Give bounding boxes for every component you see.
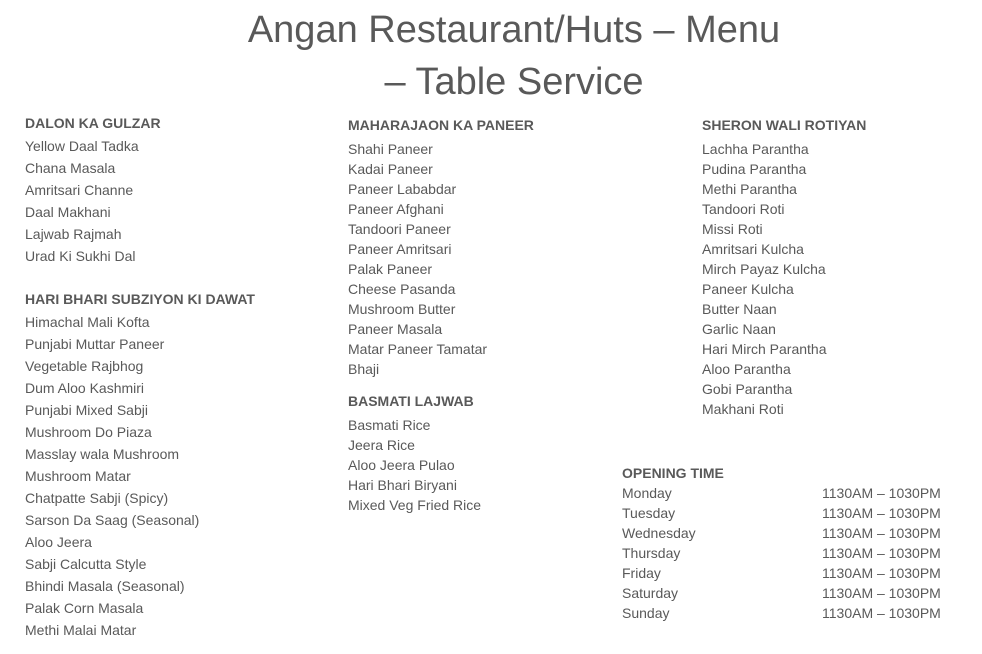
hours-row [622, 483, 972, 503]
menu-item: Hari Bhari Biryani [348, 477, 457, 493]
opening-heading: OPENING TIME [622, 465, 724, 481]
menu-item: Masslay wala Mushroom [25, 446, 180, 462]
menu-item: Punjabi Muttar Paneer [25, 336, 165, 352]
hours-time: 1130AM – 1030PM [822, 565, 941, 581]
hours-day: Wednesday [622, 525, 696, 541]
section-heading: SHERON WALI ROTIYAN [702, 117, 867, 133]
menu-item: Chana Masala [25, 160, 116, 176]
menu-item: Bhaji [348, 361, 380, 377]
menu-item: Tandoori Paneer [348, 221, 451, 237]
section-heading: HARI BHARI SUBZIYON KI DAWAT [25, 291, 255, 307]
section-heading: BASMATI LAJWAB [348, 393, 474, 409]
menu-item: Pudina Parantha [702, 161, 807, 177]
menu-item: Jeera Rice [348, 437, 415, 453]
menu-column-1 [25, 113, 325, 641]
menu-column-2 [348, 115, 648, 515]
menu-item: Tandoori Roti [702, 201, 785, 217]
hours-time: 1130AM – 1030PM [822, 545, 941, 561]
menu-column-3 [702, 115, 982, 419]
menu-item: Hari Mirch Parantha [702, 341, 827, 357]
menu-item: Cheese Pasanda [348, 281, 456, 297]
menu-item: Amritsari Channe [25, 182, 134, 198]
opening-hours [622, 463, 972, 623]
menu-item: Punjabi Mixed Sabji [25, 402, 148, 418]
menu-item: Mushroom Matar [25, 468, 131, 484]
menu-item: Urad Ki Sukhi Dal [25, 248, 136, 264]
hours-row [622, 503, 972, 523]
menu-item: Sarson Da Saag (Seasonal) [25, 512, 200, 528]
menu-item: Butter Naan [702, 301, 777, 317]
hours-time: 1130AM – 1030PM [822, 585, 941, 601]
hours-row [622, 543, 972, 563]
menu-item: Paneer Kulcha [702, 281, 794, 297]
hours-day: Tuesday [622, 505, 676, 521]
menu-item: Aloo Jeera Pulao [348, 457, 455, 473]
menu-item: Mirch Payaz Kulcha [702, 261, 826, 277]
section-heading: DALON KA GULZAR [25, 115, 161, 131]
item-list [25, 311, 325, 641]
menu-item: Chatpatte Sabji (Spicy) [25, 490, 169, 506]
menu-item: Lajwab Rajmah [25, 226, 122, 242]
hours-row [622, 603, 972, 623]
menu-item: Lachha Parantha [702, 141, 809, 157]
menu-item: Sabji Calcutta Style [25, 556, 147, 572]
section-rotiyan [702, 115, 982, 419]
menu-item: Vegetable Rajbhog [25, 358, 144, 374]
hours-row [622, 563, 972, 583]
menu-item: Himachal Mali Kofta [25, 314, 150, 330]
hours-day: Monday [622, 485, 672, 501]
menu-item: Dum Aloo Kashmiri [25, 380, 145, 396]
menu-item: Kadai Paneer [348, 161, 433, 177]
hours-day: Sunday [622, 605, 670, 621]
opening-rows [622, 483, 972, 623]
menu-item: Mushroom Butter [348, 301, 456, 317]
title-line-1: Angan Restaurant/Huts – Menu [247, 9, 781, 51]
menu-item: Amritsari Kulcha [702, 241, 804, 257]
menu-item: Palak Corn Masala [25, 600, 144, 616]
menu-item: Methi Parantha [702, 181, 797, 197]
menu-item: Shahi Paneer [348, 141, 433, 157]
hours-row [622, 523, 972, 543]
menu-item: Paneer Masala [348, 321, 443, 337]
menu-item: Paneer Amritsari [348, 241, 452, 257]
title-line-2: – Table Service [384, 61, 644, 103]
hours-time: 1130AM – 1030PM [822, 525, 941, 541]
page-title [0, 4, 982, 108]
hours-time: 1130AM – 1030PM [822, 505, 941, 521]
menu-item: Matar Paneer Tamatar [348, 341, 488, 357]
hours-row [622, 583, 972, 603]
section-basmati [348, 391, 648, 515]
menu-item: Methi Malai Matar [25, 622, 137, 638]
section-paneer [348, 115, 648, 379]
hours-time: 1130AM – 1030PM [822, 485, 941, 501]
menu-item: Bhindi Masala (Seasonal) [25, 578, 185, 594]
menu-item: Mushroom Do Piaza [25, 424, 152, 440]
item-list [702, 139, 982, 419]
menu-item: Gobi Parantha [702, 381, 793, 397]
menu-item: Garlic Naan [702, 321, 776, 337]
menu-item: Aloo Parantha [702, 361, 791, 377]
menu-item: Missi Roti [702, 221, 763, 237]
item-list [25, 135, 325, 267]
item-list [348, 139, 648, 379]
hours-time: 1130AM – 1030PM [822, 605, 941, 621]
item-list [348, 415, 648, 515]
menu-item: Yellow Daal Tadka [25, 138, 139, 154]
menu-item: Basmati Rice [348, 417, 431, 433]
menu-item: Palak Paneer [348, 261, 433, 277]
hours-day: Friday [622, 565, 661, 581]
menu-item: Makhani Roti [702, 401, 784, 417]
section-dalon [25, 113, 325, 267]
menu-item: Paneer Afghani [348, 201, 444, 217]
menu-item: Paneer Lababdar [348, 181, 457, 197]
menu-item: Mixed Veg Fried Rice [348, 497, 482, 513]
menu-item: Aloo Jeera [25, 534, 92, 550]
menu-item: Daal Makhani [25, 204, 111, 220]
hours-day: Thursday [622, 545, 681, 561]
section-subziyon [25, 289, 325, 641]
section-heading: MAHARAJAON KA PANEER [348, 117, 534, 133]
hours-day: Saturday [622, 585, 679, 601]
